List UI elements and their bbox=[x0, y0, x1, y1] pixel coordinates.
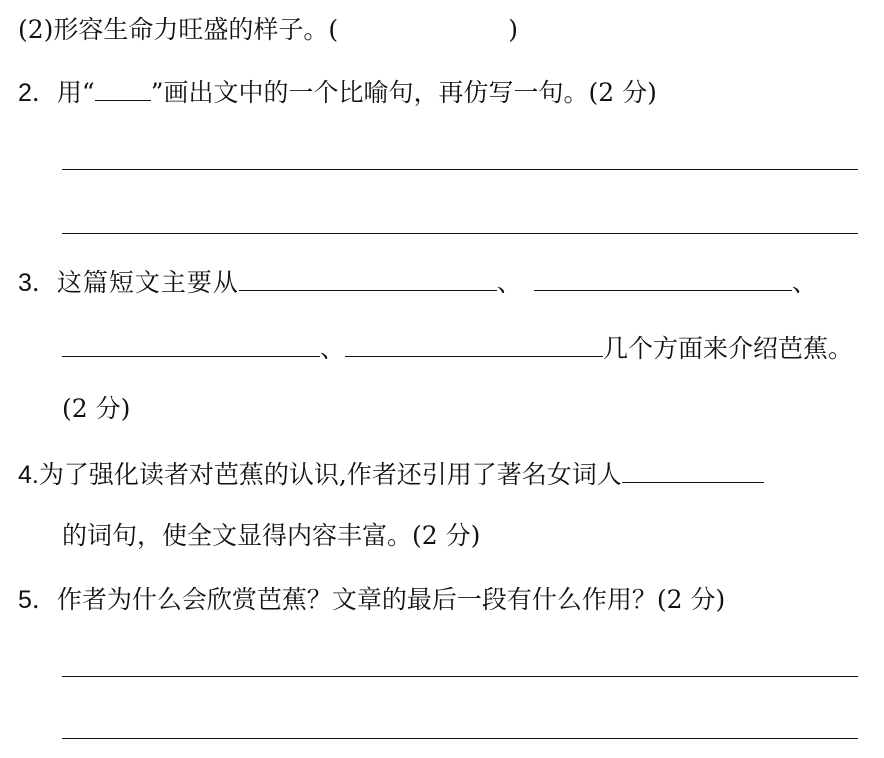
q3-blank-3[interactable] bbox=[62, 332, 320, 357]
question-1-part-2 bbox=[18, 14, 518, 46]
q1-part2-close-paren: ) bbox=[508, 15, 518, 44]
q3-text-a: 这篇短文主要从 bbox=[56, 268, 239, 297]
q3-number: 3． bbox=[18, 269, 57, 297]
q3-text-b: 几个方面来介绍芭蕉。 bbox=[603, 334, 854, 363]
q3-blank-1[interactable] bbox=[239, 266, 497, 291]
q4-number: 4. bbox=[18, 461, 39, 489]
q3-sep-3: 、 bbox=[320, 334, 346, 363]
question-5 bbox=[18, 584, 725, 616]
q3-score: (2 分) bbox=[62, 394, 131, 423]
question-3-continued bbox=[62, 332, 853, 364]
q5-answer-line-2[interactable] bbox=[62, 738, 858, 739]
q3-blank-4[interactable] bbox=[345, 332, 603, 357]
question-4 bbox=[18, 458, 764, 490]
q2-text-a: 用“ bbox=[56, 78, 95, 107]
q2-underline-sample bbox=[95, 76, 151, 101]
q2-number: 2． bbox=[18, 79, 57, 107]
question-2 bbox=[18, 76, 657, 108]
q5-number: 5． bbox=[18, 586, 57, 614]
q2-answer-line-1[interactable] bbox=[62, 169, 858, 170]
q1-part2-text: 形容生命力旺盛的样子。( bbox=[53, 15, 339, 44]
question-4-continued: 的词句，使全文显得内容丰富。(2 分) bbox=[62, 521, 481, 550]
question-3 bbox=[18, 266, 817, 298]
q1-part2-label: (2) bbox=[18, 15, 54, 44]
q2-answer-line-2[interactable] bbox=[62, 233, 858, 234]
q4-text-a: 为了强化读者对芭蕉的认识,作者还引用了著名女词人 bbox=[38, 460, 622, 489]
q3-sep-2: 、 bbox=[791, 268, 817, 297]
q5-answer-line-1[interactable] bbox=[62, 676, 858, 677]
q2-text-b: ”画出文中的一个比喻句，再仿写一句。(2 分) bbox=[150, 78, 657, 107]
q3-sep-1: 、 bbox=[496, 268, 522, 297]
q5-text: 作者为什么会欣赏芭蕉？文章的最后一段有什么作用？(2 分) bbox=[56, 585, 726, 614]
q4-blank[interactable] bbox=[622, 458, 764, 483]
q3-blank-2[interactable] bbox=[534, 266, 792, 291]
